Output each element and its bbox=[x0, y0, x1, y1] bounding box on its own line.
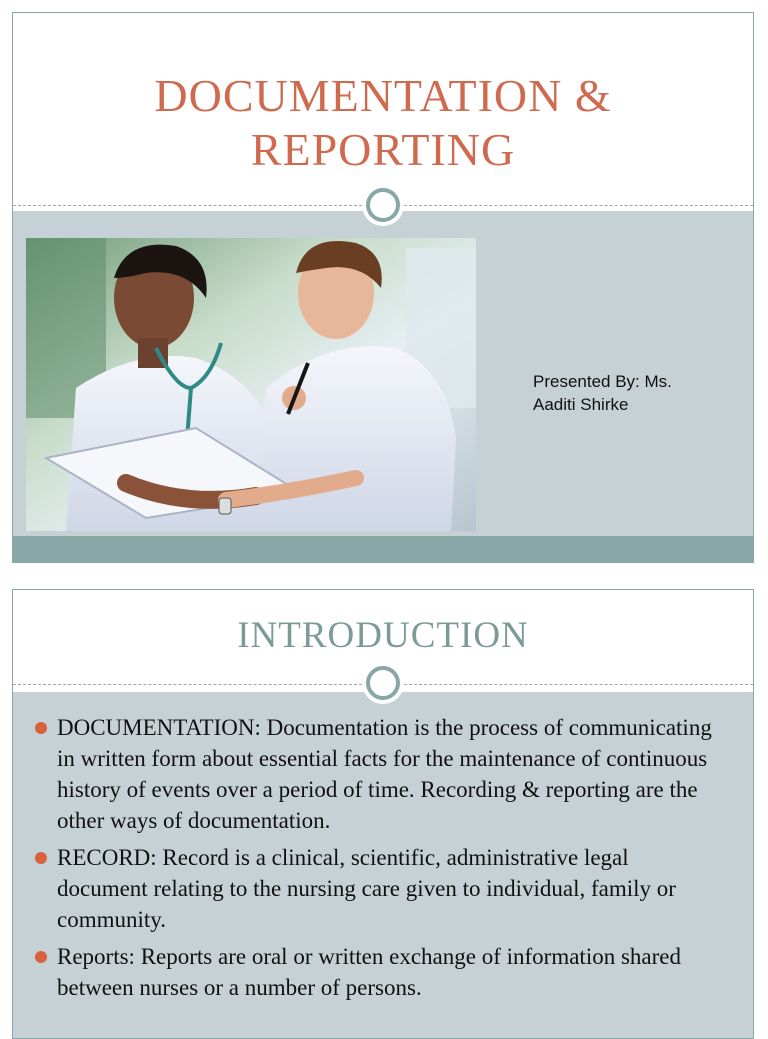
title-line-2: REPORTING bbox=[250, 124, 516, 175]
nurses-photo bbox=[26, 238, 476, 531]
title-area bbox=[13, 13, 753, 205]
bullet-text: RECORD: Record is a clinical, scientific, administrative legal document relating to the nursing care given to individual, family or community. bbox=[57, 845, 676, 932]
circle-ornament-icon bbox=[366, 188, 400, 222]
slide-title bbox=[13, 69, 753, 177]
circle-ornament-icon bbox=[366, 666, 400, 700]
bullet-dot-icon bbox=[35, 852, 47, 864]
bullet-item bbox=[35, 941, 725, 1003]
bullet-item bbox=[35, 842, 725, 935]
bullet-text: DOCUMENTATION: Documentation is the process of communicating in written form about essential facts for the maintenance of continuous history of events over a period of time. Recording & reporting are the other ways of documentation. bbox=[57, 715, 712, 833]
title-line-1: DOCUMENTATION & bbox=[154, 70, 612, 121]
presenter-text bbox=[533, 370, 733, 416]
introduction-slide bbox=[12, 589, 754, 1039]
bullet-item bbox=[35, 712, 725, 836]
bullet-dot-icon bbox=[35, 722, 47, 734]
presenter-line-1: Presented By: Ms. bbox=[533, 372, 672, 391]
bullet-list bbox=[35, 712, 725, 1009]
presenter-line-2: Aaditi Shirke bbox=[533, 395, 629, 414]
bottom-band bbox=[13, 536, 753, 562]
title-slide bbox=[12, 12, 754, 563]
bullet-dot-icon bbox=[35, 951, 47, 963]
bullet-text: Reports: Reports are oral or written exchange of information shared between nurses or a number of persons. bbox=[57, 944, 681, 1000]
slide-title: INTRODUCTION bbox=[237, 615, 529, 656]
